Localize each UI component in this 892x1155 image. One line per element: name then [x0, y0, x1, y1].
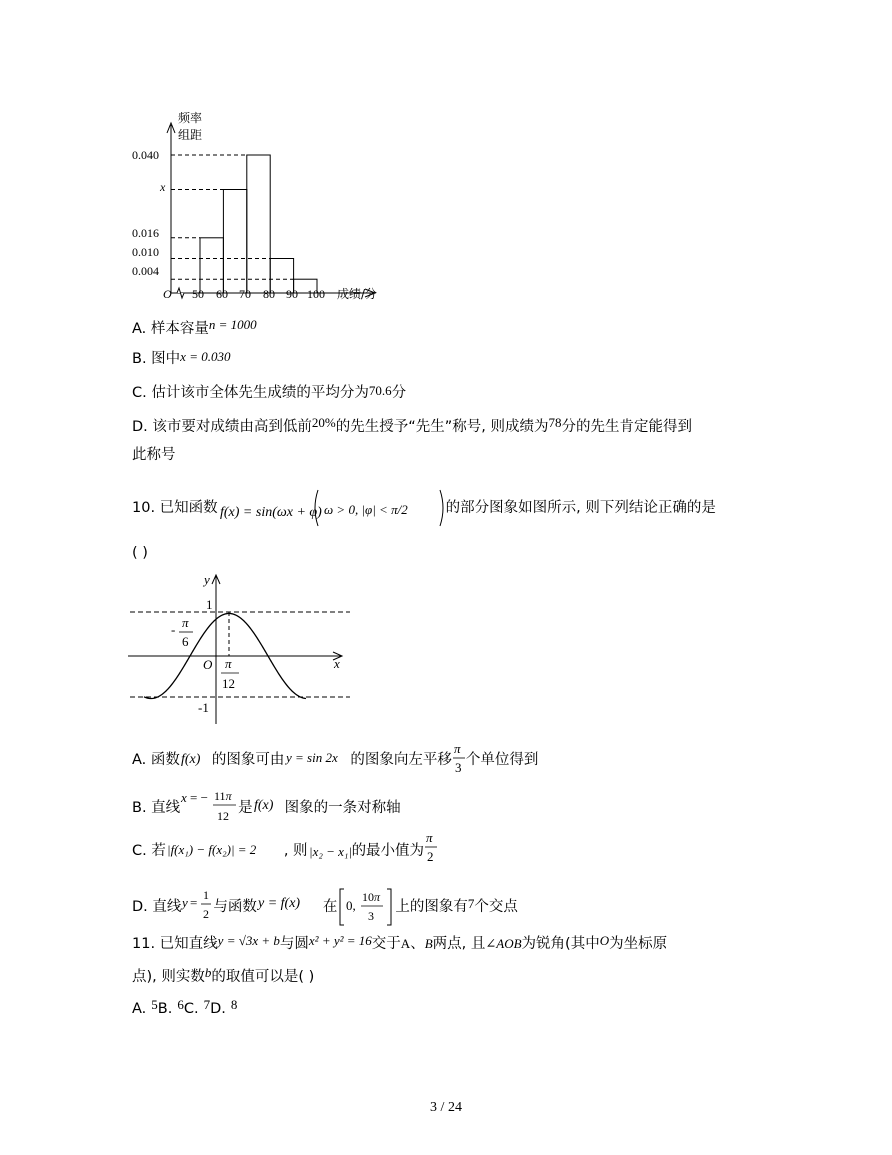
q9-option-d-line2: 此称号 [132, 447, 176, 463]
hist-bar-70 [247, 155, 270, 293]
svg-text:=: = [190, 895, 198, 910]
svg-text:|f(x₁) − f(x₂)| = 2: |f(x₁) − f(x₂)| = 2 [166, 842, 257, 857]
svg-text:10π: 10π [362, 890, 381, 904]
graph-pi-num-2: π [225, 656, 232, 671]
q11-stem-line2: 点), 则实数b的取值可以是( ) [132, 965, 315, 985]
expr-abs-x [308, 836, 352, 866]
q10-option-d: D. 直线 y = 1 2 与函数 y = f(x) 在 0, 10π 3 上的图象有7个交点 [132, 882, 518, 926]
svg-text:x: x [181, 790, 187, 805]
svg-text:π: π [453, 741, 461, 756]
svg-text:3: 3 [368, 909, 375, 923]
svg-text:y: y [182, 895, 189, 910]
hist-bar-60 [223, 190, 246, 294]
svg-text:y = f(x): y = f(x) [257, 896, 300, 911]
svg-text:12: 12 [217, 809, 230, 823]
hist-xtick-60: 60 [216, 287, 228, 301]
q10-paren: ( ) [132, 545, 148, 561]
expr-y-half [181, 887, 213, 927]
graph-six-den: 6 [182, 634, 189, 649]
q9-option-a: A. 样本容量n = 1000 [132, 317, 257, 337]
expr-x-neg-11pi-12 [180, 788, 238, 828]
page-footer: 3 / 24 [430, 1100, 462, 1115]
svg-text:1: 1 [203, 888, 210, 902]
svg-text:f(x): f(x) [180, 752, 201, 767]
hist-ylabel-bottom: 组距 [178, 128, 203, 142]
expr-abs-diff [166, 836, 284, 866]
svg-text:f(x) = sin(ωx + φ): f(x) = sin(ωx + φ) [219, 505, 322, 520]
hist-origin: O [163, 287, 172, 301]
fx-icon [180, 747, 212, 773]
graph-neg-pi6: - [171, 622, 176, 637]
hist-ytick-0040: 0.040 [132, 148, 159, 162]
expr-y-fx [257, 894, 323, 920]
graph-one-label: 1 [206, 597, 213, 612]
q11-stem: 11. 已知直线y = √3x + b与圆x² + y² = 16交于A、B两点, 且∠AOB为锐角(其中O为坐标原 [132, 933, 668, 952]
svg-text:2: 2 [203, 907, 210, 921]
q9-option-d: D. 该市要对成绩由高到低前20%的先生授予“先生”称号, 则成绩为78分的先生肯定能得到 [132, 415, 692, 435]
q10-option-b: B. 直线 x = − 11π 12 是 f(x) 图象的一条对称轴 [132, 788, 401, 828]
q9-option-c: C. 估计该市全体先生成绩的平均分为70.6分 [132, 383, 407, 401]
hist-ytick-0016: 0.016 [132, 226, 159, 240]
hist-xtick-90: 90 [286, 287, 298, 301]
graph-neg-one-label: -1 [198, 700, 209, 715]
svg-text:11π: 11π [214, 789, 232, 803]
svg-text:2: 2 [427, 849, 434, 864]
svg-text:π: π [426, 830, 433, 845]
hist-xtick-80: 80 [263, 287, 275, 301]
q10-function-expr [218, 486, 446, 530]
graph-pi-num-1: π [182, 615, 189, 630]
expr-sin2x [284, 747, 350, 773]
q10-option-c: C. 若 |f(x₁) − f(x₂)| = 2 , 则 |x₂ − x₁| 的最小值为 π 2 [132, 830, 438, 872]
svg-text:|x₂ − x₁|: |x₂ − x₁| [308, 844, 352, 859]
page-number: 3 [430, 1100, 438, 1115]
svg-text:0,: 0, [346, 898, 357, 913]
svg-text:f(x): f(x) [253, 798, 274, 813]
sine-graph [128, 572, 360, 728]
hist-bar-50 [200, 238, 223, 293]
hist-xtick-50: 50 [192, 287, 204, 301]
graph-y-label: y [204, 572, 210, 587]
svg-text:y = sin 2x: y = sin 2x [286, 750, 339, 765]
graph-origin: O [203, 657, 213, 672]
histogram-chart [125, 105, 405, 305]
q10-stem: 10. 已知函数 f(x) = sin(ωx + φ) ω > 0, |φ| < π/2 的部分图象如图所示, 则下列结论正确的是 [132, 486, 716, 530]
q11-options: A. 5B. 6C. 7D. 8 [132, 997, 238, 1017]
frac-pi-3 [452, 740, 466, 780]
hist-ytick-0010: 0.010 [132, 245, 159, 259]
hist-xtick-100: 100 [307, 287, 325, 301]
graph-twelve-den: 12 [222, 676, 235, 691]
hist-xtick-70: 70 [239, 287, 251, 301]
page-total: 24 [447, 1100, 462, 1115]
hist-xaxis-label: 成绩/分 [337, 287, 378, 301]
q10-option-a: A. 函数 f(x) 的图象可由 y = sin 2x 的图象向左平移 π 3 个单位得到 [132, 740, 538, 780]
hist-ylabel-top: 频率 [178, 111, 203, 125]
svg-text:= −: = − [190, 790, 209, 805]
svg-text:3: 3 [454, 760, 462, 775]
interval-0-10pi-3 [337, 885, 395, 929]
svg-text:ω > 0, |φ| < π/2: ω > 0, |φ| < π/2 [323, 502, 408, 517]
graph-x-label: x [334, 656, 340, 671]
fx-icon [253, 795, 285, 821]
hist-ytick-x: x [160, 180, 166, 194]
frac-pi-2 [424, 830, 438, 872]
q9-option-b: B. 图中x = 0.030 [132, 349, 231, 367]
hist-ytick-0004: 0.004 [132, 264, 159, 278]
